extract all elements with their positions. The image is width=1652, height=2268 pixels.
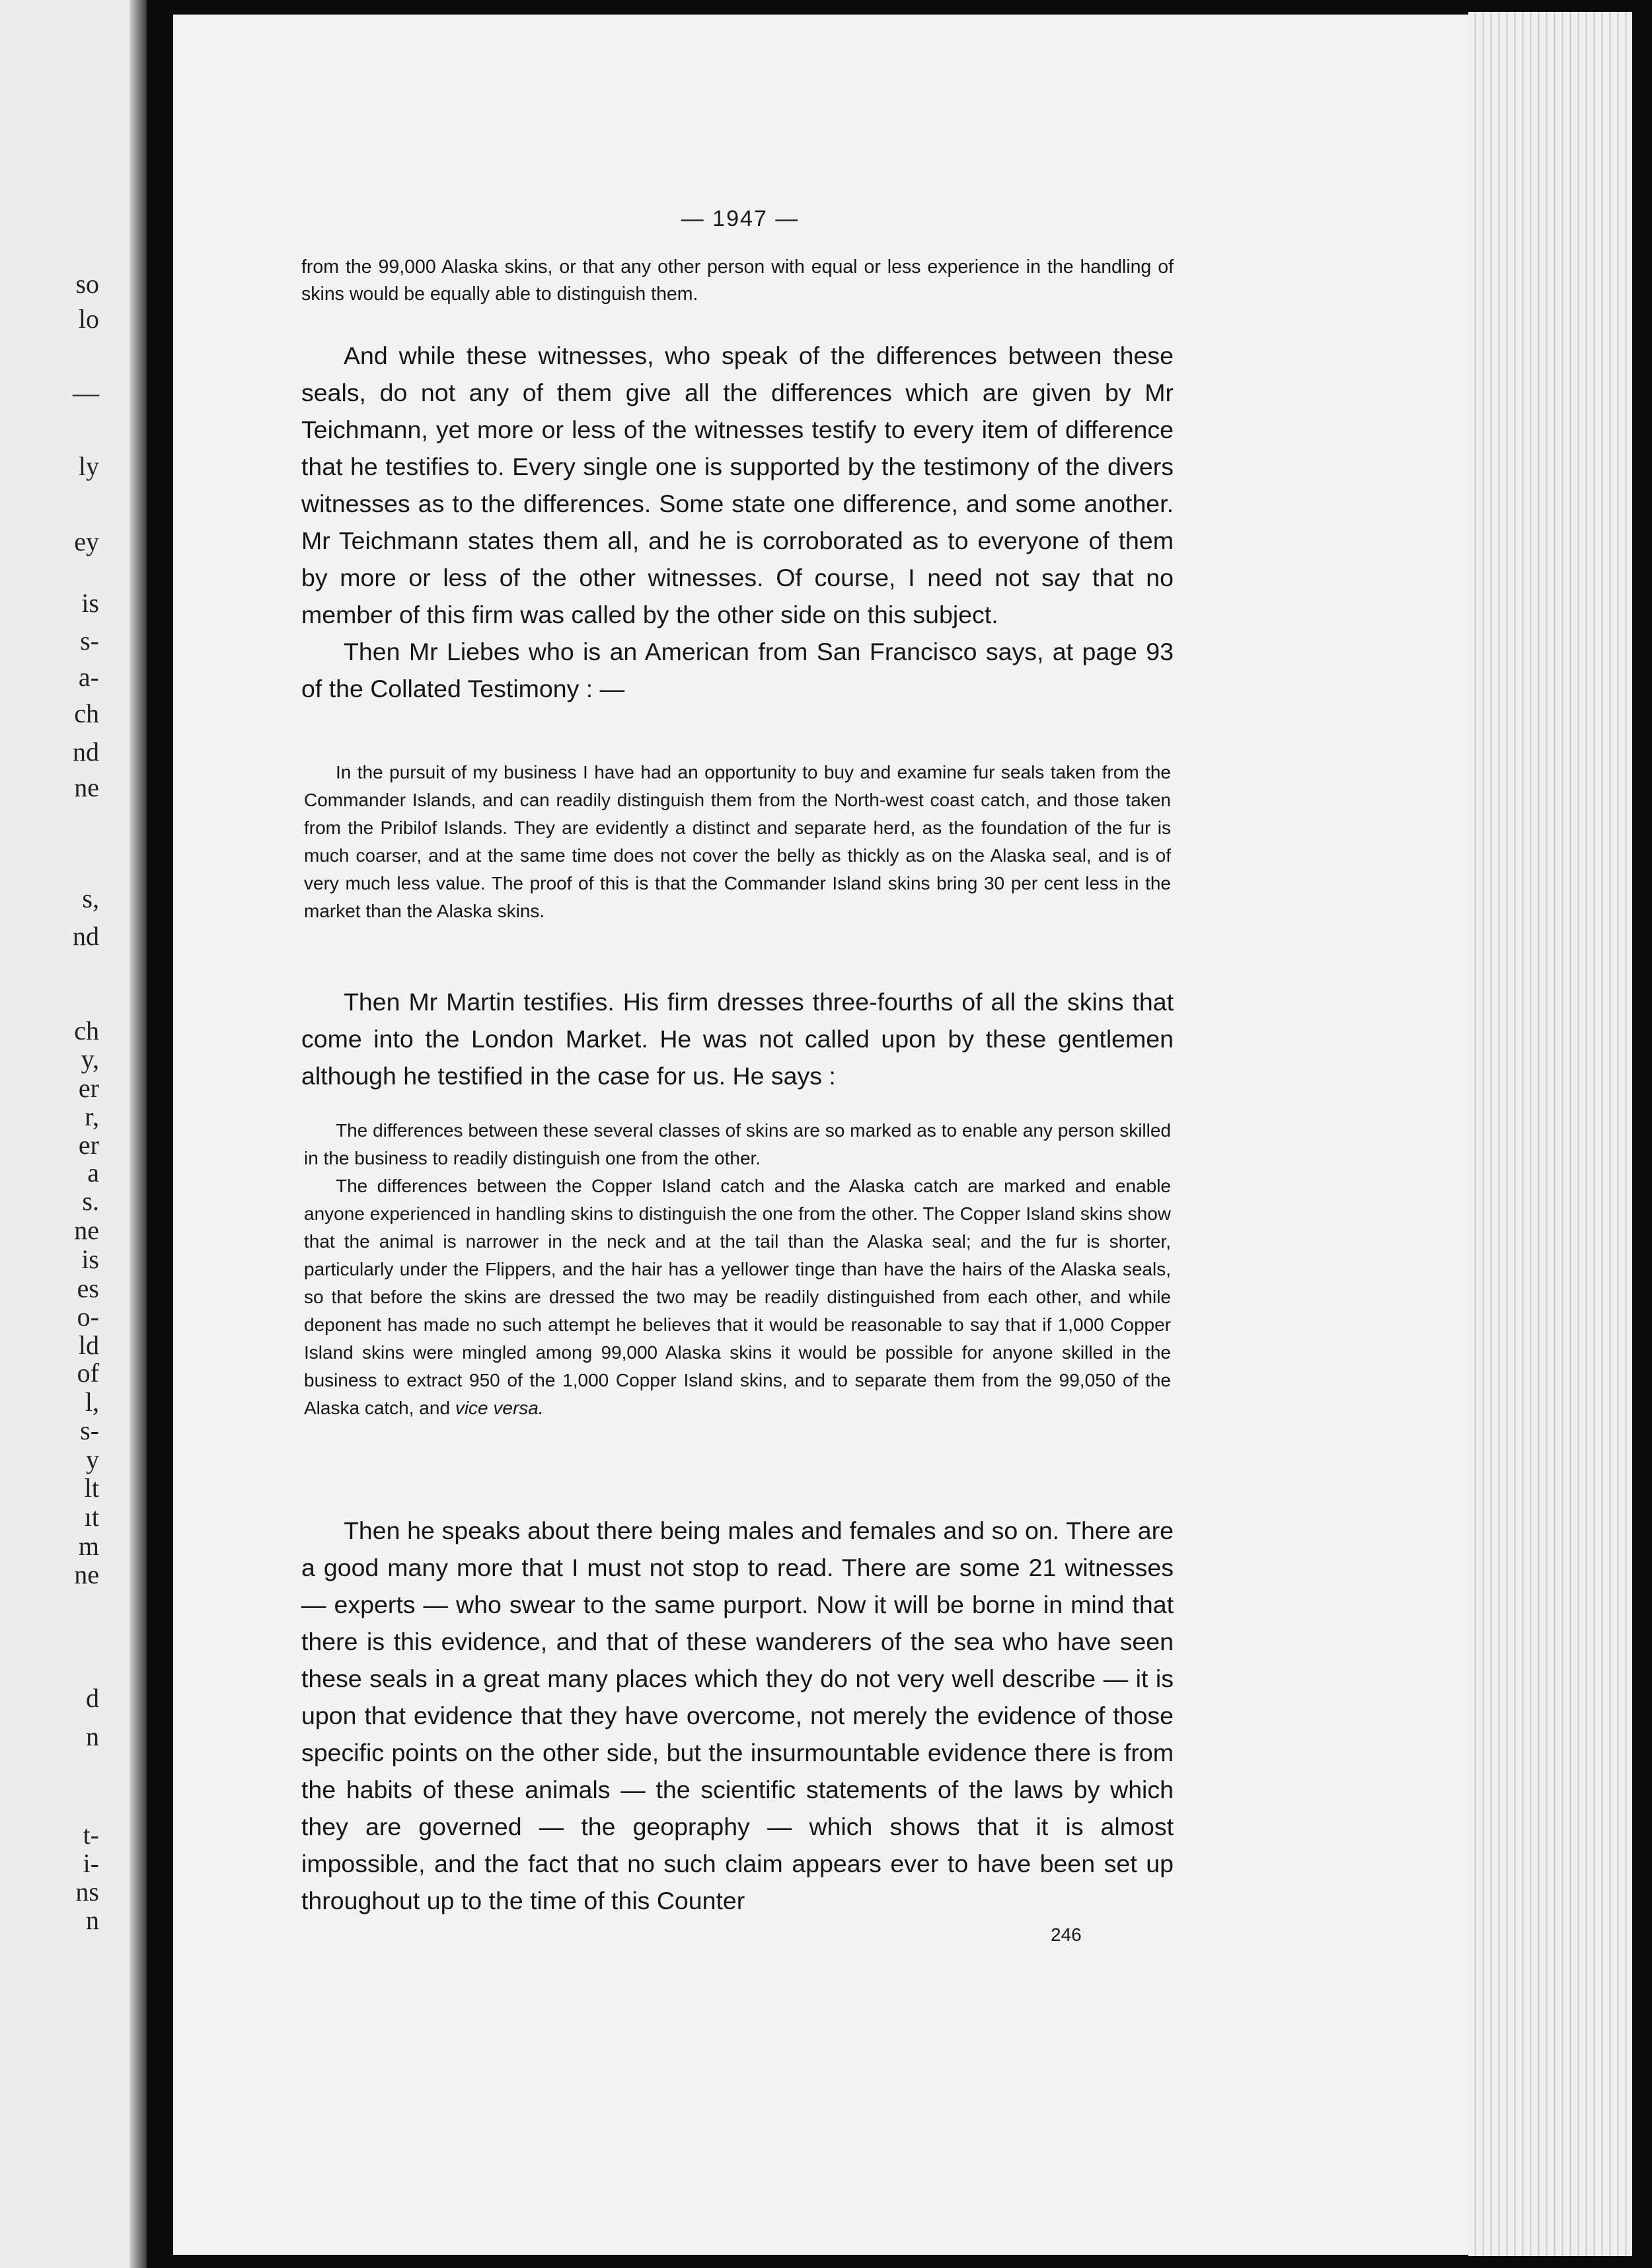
facing-page-text-fragment: a bbox=[87, 1158, 99, 1188]
facing-page-text-fragment: ns bbox=[75, 1877, 99, 1907]
facing-page-text-fragment: nd bbox=[73, 737, 99, 767]
facing-page-text-fragment: ey bbox=[74, 527, 99, 556]
facing-page-text-fragment: ch bbox=[74, 699, 99, 728]
vice-versa-italic: vice versa. bbox=[455, 1398, 544, 1418]
facing-page-text-fragment: m bbox=[78, 1531, 99, 1561]
facing-page-text-fragment: er bbox=[78, 1130, 99, 1160]
facing-page-text-fragment: s. bbox=[82, 1186, 99, 1216]
quote-martin-1: The differences between these several classes of skins are so marked as to enable any person skilled in the business to readily distinguish one from the other. bbox=[304, 1120, 1171, 1168]
paragraph-martin: Then Mr Martin testifies. His firm dresses three-fourths of all the skins that come into the London Market. He was not called upon by these gentlemen although he testified in the case for us. He says : bbox=[301, 988, 1174, 1090]
facing-page-text-fragment: ne bbox=[74, 773, 99, 802]
facing-page-text-fragment: n bbox=[86, 1721, 99, 1751]
facing-page-text-fragment: ly bbox=[78, 451, 99, 481]
page-number-header: — 1947 — bbox=[681, 206, 800, 231]
page-stack-edge bbox=[1468, 12, 1632, 2256]
facing-page-text-fragment: r, bbox=[85, 1102, 99, 1131]
facing-page-text-fragment: a- bbox=[78, 662, 99, 692]
facing-page-text-fragment: i- bbox=[83, 1848, 99, 1878]
facing-page-text-fragment: s- bbox=[80, 1416, 99, 1445]
facing-page-text-fragment: o- bbox=[77, 1302, 99, 1332]
facing-page-text-fragment: ld bbox=[78, 1330, 99, 1360]
paragraph-liebes-intro: Then Mr Liebes who is an American from San Francisco says, at page 93 of the Collated Testimony : — bbox=[301, 638, 1174, 702]
facing-page-text-fragment: ıt bbox=[84, 1502, 99, 1532]
facing-page-text-fragment: er bbox=[78, 1073, 99, 1103]
continuation-paragraph: from the 99,000 Alaska skins, or that any other person with equal or less experience in the handling of skins would be equally able to distinguish them. bbox=[301, 256, 1174, 305]
facing-page-text-fragment: y, bbox=[81, 1044, 99, 1074]
quote-liebes: In the pursuit of my business I have had an opportunity to buy and examine fur seals taken from the Commander Islands, and can readily distinguish them from the North-west coast catch, and those taken from the Pribilof Islands. They are evidently a distinct and separate herd, as the foundation of the fur is much coarser, and at the same time does not cover the belly as thickly as on the Alaska seal, and is of very much less value. The proof of this is that the Commander Island skins bring 30 per cent less in the market than the Alaska skins. bbox=[304, 762, 1171, 921]
facing-page-text-fragment: l, bbox=[85, 1387, 99, 1417]
facing-page-text-fragment: ne bbox=[74, 1215, 99, 1245]
book-gutter bbox=[130, 0, 147, 2268]
facing-page-text-fragment: n bbox=[86, 1905, 99, 1935]
facing-page-text-fragment: t- bbox=[83, 1820, 99, 1850]
paragraph-conclusion: Then he speaks about there being males and females and so on. There are a good many more that I must not stop to read. There are some 21 witnesses — experts — who swear to the same purport. Now it will be borne in mind that there is this evidence, and that of these wanderers of the sea who have seen these seals in a great many places which they do not very well describe — it is upon that evidence that they have overcome, not merely the evidence of those specific points on the other side, but the insurmountable evidence there is from the habits of these animals — the scientific statements of the laws by which they are governed — the geopraphy — which shows that it is almost impossible, and the fact that no such claim appears ever to have been set up throughout up to the time of this Counter bbox=[301, 1517, 1174, 1914]
paragraph-witnesses: And while these witnesses, who speak of the differences between these seals, do not any of them give all the differences which are given by Mr Teichmann, yet more or less of the witnesses testify to every item of difference that he testifies to. Every single one is supported by the testimony of the divers witnesses as to the differences. Some state one difference, and some another. Mr Teichmann states them all, and he is corroborated as to everyone of them by more or less of the other witnesses. Of course, I need not say that no member of this firm was called by the other side on this subject. bbox=[301, 342, 1174, 628]
facing-page-text-fragment: is bbox=[81, 1244, 99, 1274]
facing-page-edge bbox=[0, 0, 147, 2268]
facing-page-text-fragment: y bbox=[86, 1445, 99, 1474]
facing-page-text-fragment: d bbox=[86, 1683, 99, 1713]
facing-page-text-fragment: s- bbox=[80, 626, 99, 656]
facing-page-text-fragment: s, bbox=[82, 884, 99, 913]
facing-page-text-fragment: nd bbox=[73, 921, 99, 951]
facing-page-text-fragment: of bbox=[77, 1358, 99, 1388]
facing-page-text-fragment: lt bbox=[84, 1473, 99, 1503]
quote-martin-2: The differences between the Copper Island catch and the Alaska catch are marked and enable anyone experienced in handling skins to distinguish the one from the other. The Copper Island skins show that the animal is narrower in the neck and at the tail than the Alaska seal; and the fur is shorter, particularly under the Flippers, and the hair has a yellower tinge than have the hairs of the Alaska seals, so that before the skins are dressed the two may be readily distinguished from each other, and while deponent has made no such attempt he believes that it would be reasonable to say that if 1,000 Copper Island skins were mingled among 99,000 Alaska skins it would be possible for anyone skilled in the business to extract 950 of the 1,000 Copper Island skins, and to separate them from the 99,050 of the Alaska catch, and vice versa. bbox=[304, 1176, 1171, 1418]
signature-mark: 246 bbox=[1051, 1924, 1082, 1945]
facing-page-text-fragment: es bbox=[77, 1273, 99, 1303]
facing-page-text-fragment: lo bbox=[78, 304, 99, 334]
page-body bbox=[301, 0, 1174, 2268]
facing-page-text-fragment: — bbox=[73, 378, 99, 408]
facing-page-text-fragment: so bbox=[75, 269, 99, 299]
facing-page-text-fragment: ch bbox=[74, 1016, 99, 1045]
facing-page-text-fragment: is bbox=[81, 588, 99, 618]
facing-page-text-fragment: ne bbox=[74, 1560, 99, 1589]
